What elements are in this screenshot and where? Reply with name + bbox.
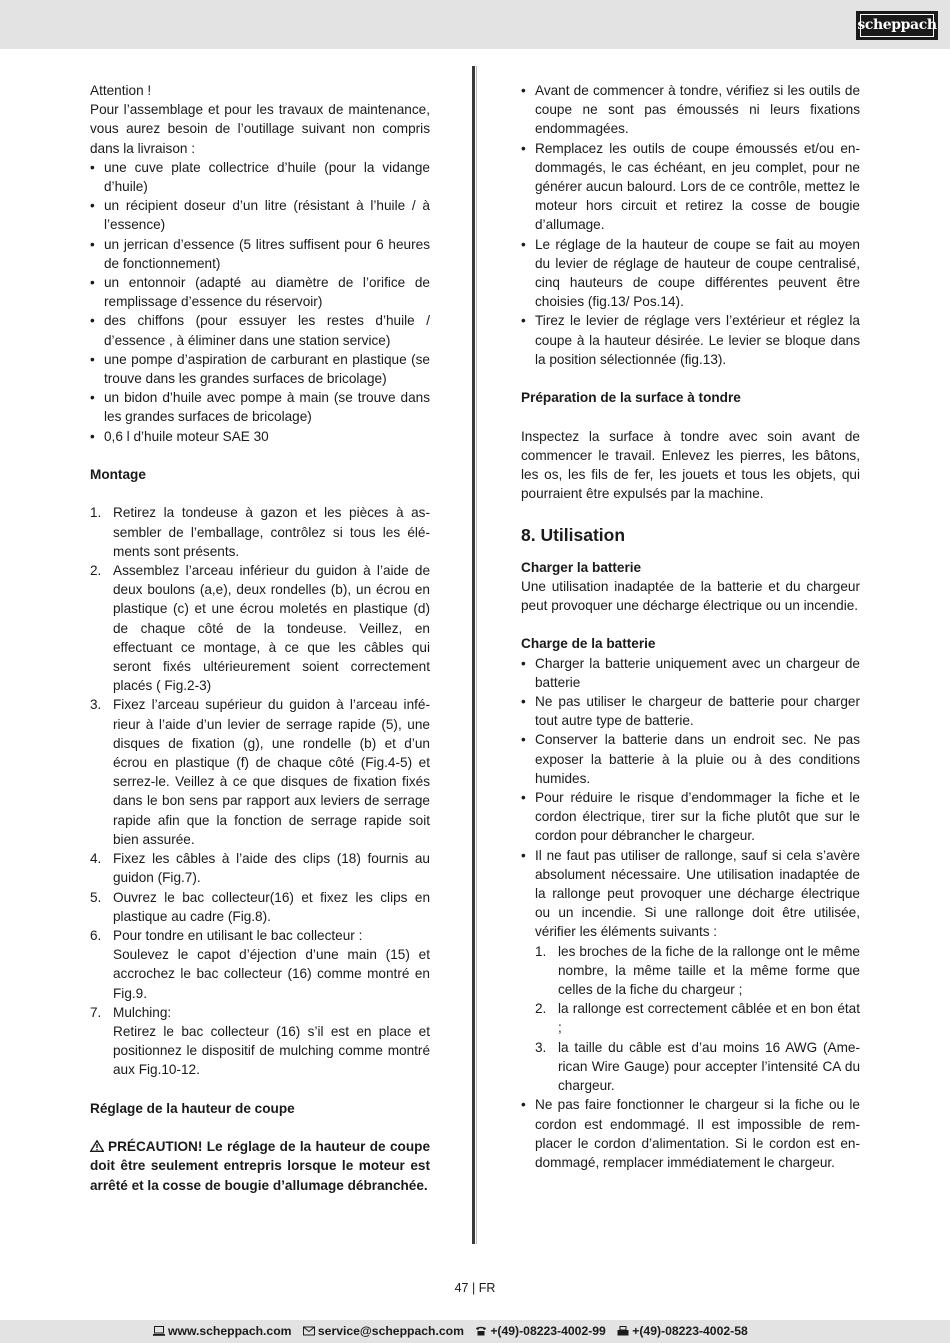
list-item: • Ne pas faire fonctionner le chargeur si la fiche ou le cordon est endommagé. Il est impossible de remplacer le cordon d’alimentation. Si le cordon est endommagé, remplacer immédiatement le chargeur. bbox=[521, 1095, 860, 1172]
preparation-heading: Préparation de la surface à tondre bbox=[521, 390, 741, 406]
computer-icon bbox=[153, 1326, 165, 1336]
step-text: Pour tondre en utilisant le bac collecteur : bbox=[113, 927, 363, 943]
list-item: • une pompe d’aspiration de carburant en plastique (se trouve dans les grandes surfaces de bricolage) bbox=[90, 350, 430, 388]
list-item bbox=[90, 888, 430, 926]
list-item bbox=[521, 846, 860, 1096]
mail-icon bbox=[303, 1326, 315, 1336]
list-item: • un entonnoir (adapté au diamètre de l’orifice de remplissage d’essence du réservoir) bbox=[90, 273, 430, 311]
fax-icon bbox=[617, 1326, 629, 1336]
phone-icon bbox=[475, 1326, 487, 1336]
list-item bbox=[535, 999, 860, 1037]
step-number: 1. bbox=[90, 505, 102, 521]
list-item bbox=[90, 695, 430, 849]
list-item bbox=[90, 1003, 430, 1080]
list-item: • Pour réduire le risque d’endommager la fiche et le cordon électrique, tirer sur la fiche plutôt que sur le cordon pour débrancher le chargeur. bbox=[521, 788, 860, 846]
list-item: • Tirez le levier de réglage vers l’extérieur et réglez la coupe à la hauteur désirée. Le levier se bloque dans la position sélectionnée (fig.13). bbox=[521, 311, 860, 369]
item-number: 2. bbox=[535, 1001, 547, 1017]
step-detail: Soulevez le capot d’éjection d’une main (15) et accrochez le bac collecteur (16) comme montré en Fig.9. bbox=[113, 947, 430, 1001]
item-number: 3. bbox=[535, 1039, 547, 1055]
list-item bbox=[90, 503, 430, 561]
step-text: Assemblez l’arceau inférieur du guidon à l’aide de deux boulons (a,e), deux rondelles (b), un écrou en plastique (c) et une écrou moletés en plastique (d) de chaque côté de la tondeuse. Veillez, en effectuant ce montage, à ce que les câbles qui seront fixés ultérieurement soient correctement placés ( Fig.2-3) bbox=[113, 563, 430, 694]
reglage-heading: Réglage de la hauteur de coupe bbox=[90, 1100, 295, 1116]
step-number: 2. bbox=[90, 563, 102, 579]
charger-text: Une utilisation inadaptée de la batterie et du chargeur peut provoquer une décharge électrique ou un incendie. bbox=[521, 578, 860, 614]
phone-text: +(49)-08223-4002-99 bbox=[490, 1324, 606, 1338]
attention-title: Attention ! bbox=[90, 83, 152, 98]
montage-steps bbox=[90, 503, 430, 1079]
step-number: 4. bbox=[90, 851, 102, 867]
list-item: • un récipient doseur d’un litre (résistant à l’huile / à l’essence) bbox=[90, 196, 430, 234]
list-item: • Remplacez les outils de coupe émoussés et/ou endommagés, le cas échéant, en jeu complet, pour ne générer aucun balourd. Lors de ce contrôle, mettez le moteur hors circuit et retirez la cosse de bougie d’allumage. bbox=[521, 139, 860, 235]
step-number: 3. bbox=[90, 697, 102, 713]
list-item bbox=[90, 561, 430, 695]
list-item bbox=[535, 1038, 860, 1096]
step-number: 5. bbox=[90, 889, 102, 905]
column-divider bbox=[472, 66, 475, 1244]
list-item bbox=[535, 942, 860, 1000]
list-item: • 0,6 l d’huile moteur SAE 30 bbox=[90, 427, 430, 446]
step-text: Fixez l’arceau supérieur du guidon à l’arceau inférieur à l’aide d’un levier de serrage rapide (5), une disques de fixation (g), une rondelle (b) et d’un écrou en plastique (f) de chaque côté (Fig.4-5) et serrez-le. Veillez à ce que disques de fixation fixés dans le bon sens par rapport aux leviers de serrage rapide afin que la fonction de serrage rapide soit bien assurée. bbox=[113, 697, 430, 847]
list-item: • Charger la batterie uniquement avec un chargeur de batterie bbox=[521, 654, 860, 692]
tools-list bbox=[90, 158, 430, 446]
list-item: • un bidon d’huile avec pompe à main (se trouve dans les grandes surfaces de bricolage) bbox=[90, 388, 430, 426]
caution-text: PRÉCAUTION! Le réglage de la hauteur de coupe doit être seulement entrepris lorsque le moteur est arrêté et la cosse de bougie d’allumage débranchée. bbox=[90, 1139, 430, 1193]
rallonge-sublist bbox=[535, 942, 860, 1096]
item-text: la rallonge est correctement câblée et en bon état ; bbox=[558, 1001, 860, 1036]
charge-heading: Charge de la batterie bbox=[521, 636, 656, 652]
page-number: 47 | FR bbox=[454, 1281, 496, 1295]
footer-website[interactable] bbox=[153, 1324, 292, 1338]
list-item: • Ne pas utiliser le chargeur de batterie pour charger tout autre type de batterie. bbox=[521, 692, 860, 730]
list-item: • Conserver la batterie dans un endroit sec. Ne pas exposer la batterie à la pluie ou à des conditions humides. bbox=[521, 730, 860, 788]
step-number: 7. bbox=[90, 1004, 102, 1020]
list-item: • des chiffons (pour essuyer les restes d’huile / d’essence , à éliminer dans une station service) bbox=[90, 311, 430, 349]
reglage-list bbox=[521, 81, 860, 369]
list-item bbox=[90, 849, 430, 887]
list-item: • Le réglage de la hauteur de coupe se fait au moyen du levier de réglage de hauteur de coupe centralisé, cinq hauteurs de coupe différentes peuvent être choisies (fig.13/ Pos.14). bbox=[521, 235, 860, 312]
footer-email[interactable] bbox=[303, 1324, 464, 1338]
warning-icon bbox=[90, 1140, 104, 1152]
left-column bbox=[90, 81, 430, 1195]
step-number: 6. bbox=[90, 927, 102, 943]
item-number: 1. bbox=[535, 943, 547, 959]
website-text: www.scheppach.com bbox=[168, 1324, 292, 1338]
item-text: la taille du câble est d’au moins 16 AWG (American Wire Gauge) pour accepter l’intensité CA du chargeur. bbox=[558, 1039, 860, 1094]
list-item: • une cuve plate collectrice d’huile (pour la vidange d’huile) bbox=[90, 158, 430, 196]
charger-heading: Charger la batterie bbox=[521, 559, 642, 575]
charge-list bbox=[521, 654, 860, 1172]
footer-fax bbox=[617, 1324, 748, 1338]
footer-contacts bbox=[153, 1324, 756, 1339]
item-text: les broches de la fiche de la rallonge ont le même nombre, la même taille et la même forme que celles de la fiche du chargeur ; bbox=[558, 943, 860, 998]
section-title: 8. Utilisation bbox=[521, 524, 626, 545]
list-item: • Avant de commencer à tondre, vérifiez si les outils de coupe ne sont pas émoussés ni leurs fixations endommagées. bbox=[521, 81, 860, 139]
montage-heading: Montage bbox=[90, 467, 146, 483]
email-text: service@scheppach.com bbox=[317, 1324, 464, 1338]
footer-phone bbox=[475, 1324, 606, 1338]
step-text: Fixez les câbles à l’aide des clips (18) fournis au guidon (Fig.7). bbox=[113, 851, 430, 886]
list-item bbox=[90, 926, 430, 1003]
scheppach-logo: scheppach bbox=[856, 11, 938, 40]
caution-paragraph bbox=[90, 1137, 430, 1195]
preparation-text: Inspectez la surface à tondre avec soin avant de commencer le travail. Enlevez les pierres, les bâtons, les os, les fils de fer, les jouets et tous les objets, qui pourraient être expulsés par la machine. bbox=[521, 428, 860, 502]
list-item: • un jerrican d’essence (5 litres suffisent pour 6 heures de fonctionnement) bbox=[90, 235, 430, 273]
right-column bbox=[521, 81, 860, 1172]
step-text: Mulching: bbox=[113, 1004, 172, 1020]
step-text: Ouvrez le bac collecteur(16) et fixez les clips en plastique au cadre (Fig.8). bbox=[113, 889, 430, 924]
attention-intro: Pour l’assemblage et pour les travaux de maintenance, vous aurez besoin de l’outillage suivant non compris dans la livraison : bbox=[90, 102, 430, 156]
step-detail: Retirez le bac collecteur (16) s’il est en place et positionnez le dispositif de mulching comme montré aux Fig.10-12. bbox=[113, 1023, 430, 1078]
step-text: Retirez la tondeuse à gazon et les pièces à assembler de l’emballage, contrôlez si tous les éléments sont présents. bbox=[113, 505, 430, 559]
header-bar bbox=[0, 0, 950, 49]
rallonge-text: • Il ne faut pas utiliser de rallonge, sauf si cela s’avère absolument nécessaire. Une utilisation inadaptée de la rallonge peut provoquer une décharge électrique ou un incendie. Si une rallonge doit être utilisée, vérifier les éléments suivants : bbox=[535, 847, 860, 940]
fax-text: +(49)-08223-4002-58 bbox=[632, 1324, 748, 1338]
